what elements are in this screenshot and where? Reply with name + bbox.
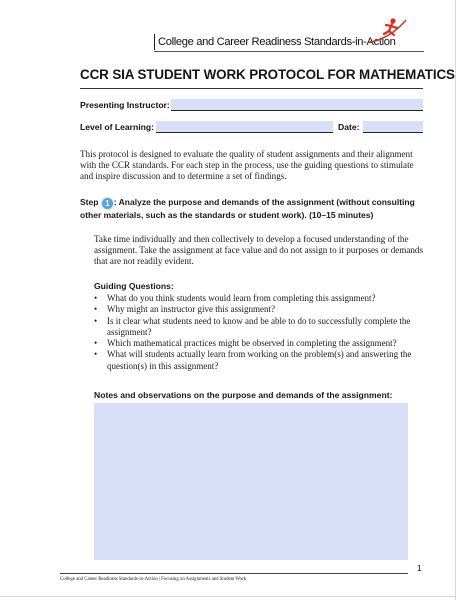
date-field[interactable] [363, 121, 423, 133]
brand-underline [154, 51, 424, 52]
brand-divider [154, 34, 155, 50]
notes-field[interactable] [94, 403, 408, 560]
step-instructions: Take time individually and then collectively to develop a focused understanding of the assignment. Take the assignment at face value and do not assign to it purposes or demands that are not readily evident. [94, 234, 424, 267]
guiding-questions-heading: Guiding Questions: [94, 281, 174, 291]
step-heading [80, 196, 430, 222]
step-text: : Analyze the purpose and demands of the assignment (without consulting other materials, such as the standards or student work). (10–15 minutes) [80, 197, 415, 220]
list-item: • Which mathematical practices might be observed in completing the assignment? [94, 338, 397, 349]
guiding-questions-list [94, 293, 424, 372]
level-of-learning-label: Level of Learning: [80, 122, 155, 132]
list-item: • What will students actually learn from working on the problem(s) and answering the question(s) in this assignment? [94, 349, 412, 371]
footer-text: College and Career Readiness Standards-in-Action | Focusing on Assignments and Student Work [60, 577, 247, 582]
intro-paragraph: This protocol is designed to evaluate the quality of student assignments and their alignment with the CCR standards. For each step in the process, use the guiding questions to stimulate and inspire discussion and to determine a set of findings. [80, 149, 414, 182]
title-rule [80, 88, 423, 89]
level-of-learning-field[interactable] [156, 121, 333, 133]
list-item: • Why might an instructor give this assignment? [94, 304, 275, 315]
list-item: • Is it clear what students need to know and be able to do to successfully complete the assignment? [94, 315, 411, 337]
brand-name: College and Career Readiness Standards-in-Action [158, 36, 396, 48]
presenting-instructor-label: Presenting Instructor: [80, 100, 170, 110]
date-label: Date: [338, 122, 360, 132]
list-item: • What do you think students would learn from completing this assignment? [94, 293, 376, 303]
page-number: 1 [417, 563, 422, 573]
step-number-badge: 1 [102, 198, 113, 209]
footer-rule [60, 573, 408, 574]
notes-label: Notes and observations on the purpose and demands of the assignment: [94, 390, 393, 400]
document-title: CCR SIA STUDENT WORK PROTOCOL FOR MATHEMATICS [80, 67, 455, 82]
step-prefix: Step [80, 197, 99, 207]
page-edge-right [455, 0, 456, 600]
running-figure-icon [366, 16, 410, 44]
page-edge-bottom [0, 596, 456, 597]
presenting-instructor-field[interactable] [171, 99, 423, 111]
